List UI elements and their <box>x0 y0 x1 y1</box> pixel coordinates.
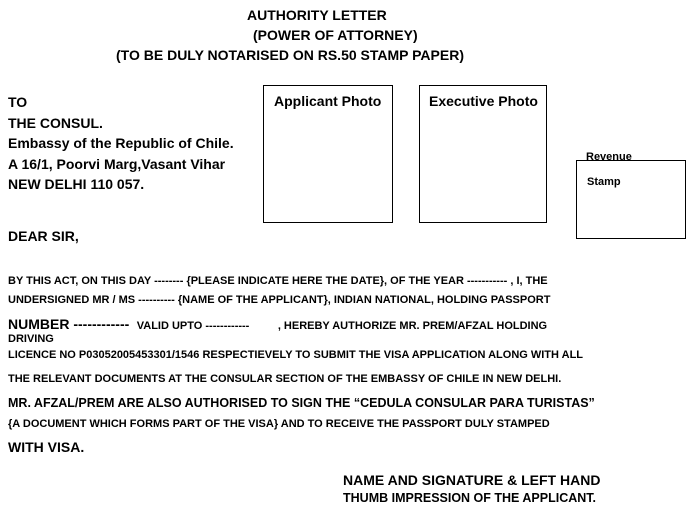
applicant-photo-box <box>263 85 393 223</box>
body-line-9: WITH VISA. <box>8 439 85 455</box>
body-line-8: {A DOCUMENT WHICH FORMS PART OF THE VISA} AND TO RECEIVE THE PASSPORT DULY STAMPED <box>8 418 550 430</box>
executive-photo-label: Executive Photo <box>429 93 538 109</box>
body-line-5: LICENCE NO P03052005453301/1546 RESPECTIEVELY TO SUBMIT THE VISA APPLICATION ALONG WITH ALL <box>8 349 584 361</box>
heading-subtitle: (POWER OF ATTORNEY) <box>253 27 418 43</box>
passport-number-field: NUMBER ------------ <box>8 316 130 332</box>
heading-title: AUTHORITY LETTER <box>247 7 387 23</box>
address-street: A 16/1, Poorvi Marg,Vasant Vihar <box>8 155 226 172</box>
heading-note: (TO BE DULY NOTARISED ON RS.50 STAMP PAPER) <box>116 47 464 63</box>
authorize-text: , HEREBY AUTHORIZE MR. PREM/AFZAL HOLDING <box>277 320 548 332</box>
body-line-3 <box>8 316 547 334</box>
address-block <box>8 92 234 195</box>
body-line-2: UNDERSIGNED MR / MS ---------- {NAME OF THE APPLICANT}, INDIAN NATIONAL, HOLDING PASSPORT <box>8 294 551 306</box>
applicant-photo-label: Applicant Photo <box>274 93 382 109</box>
body-line-1: BY THIS ACT, ON THIS DAY -------- {PLEASE INDICATE HERE THE DATE}, OF THE YEAR ----------- , I, THE <box>8 275 548 287</box>
address-embassy: Embassy of the Republic of Chile. <box>8 135 234 151</box>
signature-line-1: NAME AND SIGNATURE & LEFT HAND <box>343 472 601 488</box>
stamp-label: Stamp <box>587 176 621 188</box>
body-line-4: DRIVING <box>8 333 54 345</box>
revenue-stamp-box <box>576 160 686 239</box>
body-line-6: THE RELEVANT DOCUMENTS AT THE CONSULAR SECTION OF THE EMBASSY OF CHILE IN NEW DELHI. <box>8 373 562 385</box>
address-consul: THE CONSUL. <box>8 114 103 131</box>
signature-line-2: THUMB IMPRESSION OF THE APPLICANT. <box>343 491 597 505</box>
body-line-7: MR. AFZAL/PREM ARE ALSO AUTHORISED TO SIGN THE “CEDULA CONSULAR PARA TURISTAS” <box>8 396 595 410</box>
valid-upto-field: VALID UPTO ------------ <box>136 320 250 332</box>
revenue-label: Revenue <box>586 151 632 163</box>
executive-photo-box <box>419 85 547 223</box>
address-city: NEW DELHI 110 057. <box>8 176 145 192</box>
address-to: TO <box>8 94 28 110</box>
salutation: DEAR SIR, <box>8 228 79 244</box>
